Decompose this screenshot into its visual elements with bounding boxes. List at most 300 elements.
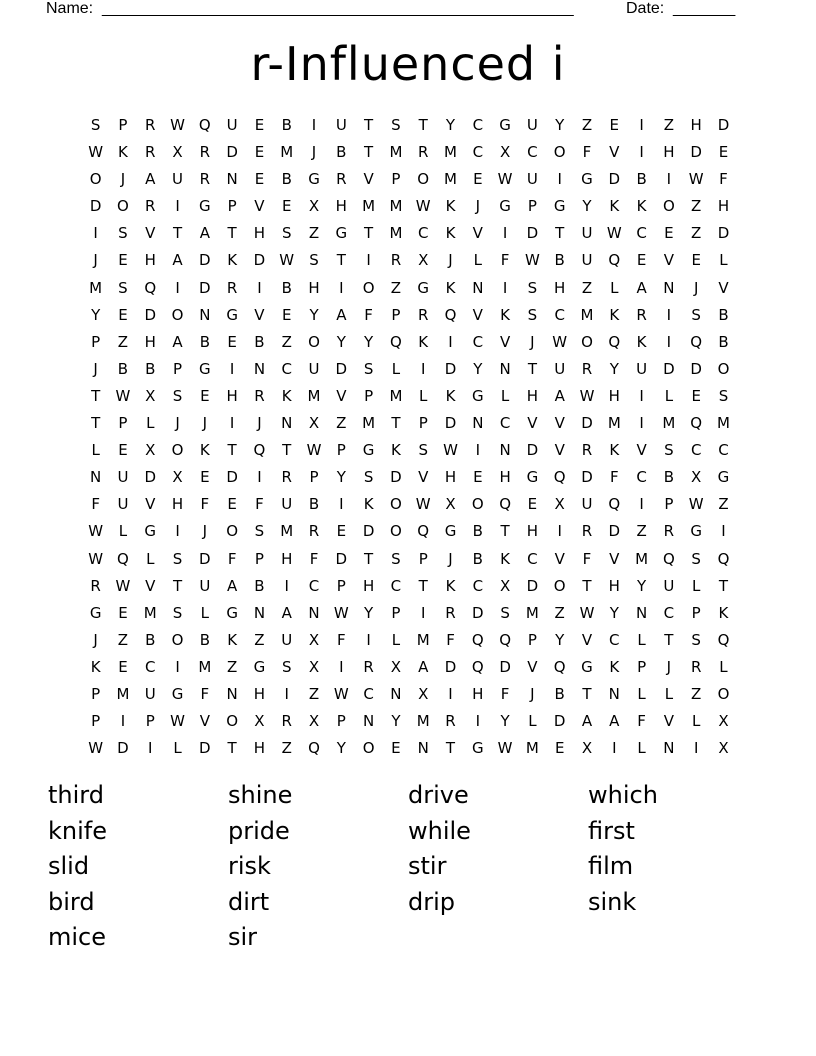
grid-letter[interactable]: I: [639, 143, 644, 162]
grid-letter[interactable]: R: [417, 305, 429, 324]
grid-letter[interactable]: N: [417, 739, 429, 758]
grid-letter[interactable]: I: [339, 657, 344, 676]
grid-letter[interactable]: P: [309, 468, 319, 487]
grid-letter[interactable]: S: [172, 549, 183, 568]
grid-letter[interactable]: L: [637, 739, 646, 758]
grid-letter[interactable]: Q: [499, 495, 511, 514]
grid-letter[interactable]: B: [145, 630, 156, 649]
grid-letter[interactable]: T: [227, 441, 237, 460]
grid-letter[interactable]: Q: [308, 739, 320, 758]
grid-letter[interactable]: E: [200, 468, 210, 487]
grid-letter[interactable]: H: [690, 116, 702, 134]
grid-letter[interactable]: C: [472, 576, 484, 595]
grid-letter[interactable]: S: [90, 116, 101, 134]
grid-letter[interactable]: S: [691, 305, 701, 324]
grid-letter[interactable]: Y: [555, 630, 565, 649]
grid-letter[interactable]: Y: [555, 116, 565, 134]
grid-letter[interactable]: A: [172, 332, 183, 351]
grid-letter[interactable]: N: [499, 359, 511, 378]
grid-letter[interactable]: W: [170, 712, 185, 731]
grid-letter[interactable]: K: [418, 332, 429, 351]
grid-letter[interactable]: X: [691, 468, 702, 487]
grid-letter[interactable]: B: [718, 305, 729, 324]
grid-letter[interactable]: M: [389, 224, 403, 243]
grid-letter[interactable]: M: [525, 739, 539, 758]
grid-letter[interactable]: L: [692, 576, 701, 595]
grid-letter[interactable]: Z: [691, 684, 702, 703]
grid-letter[interactable]: V: [527, 657, 538, 676]
grid-letter[interactable]: V: [581, 630, 593, 649]
grid-letter[interactable]: S: [363, 468, 374, 487]
grid-letter[interactable]: J: [257, 414, 262, 433]
grid-letter[interactable]: Q: [717, 630, 730, 649]
grid-letter[interactable]: R: [199, 143, 211, 162]
grid-letter[interactable]: P: [418, 414, 428, 433]
grid-letter[interactable]: V: [145, 495, 156, 514]
grid-letter[interactable]: T: [282, 441, 292, 460]
grid-letter[interactable]: J: [93, 630, 98, 649]
grid-letter[interactable]: M: [662, 414, 676, 433]
grid-letter[interactable]: F: [200, 495, 210, 514]
grid-letter[interactable]: U: [663, 576, 675, 595]
grid-letter[interactable]: Z: [581, 116, 593, 134]
grid-letter[interactable]: D: [717, 224, 730, 243]
grid-letter[interactable]: C: [690, 441, 702, 460]
grid-letter[interactable]: T: [718, 576, 729, 595]
grid-letter[interactable]: W: [306, 441, 322, 460]
grid-letter[interactable]: I: [120, 712, 126, 731]
grid-letter[interactable]: F: [255, 495, 264, 514]
grid-letter[interactable]: F: [200, 684, 210, 703]
grid-letter[interactable]: J: [175, 414, 180, 433]
grid-letter[interactable]: D: [199, 278, 211, 297]
grid-letter[interactable]: I: [229, 359, 235, 378]
grid-letter[interactable]: W: [88, 739, 104, 758]
grid-letter[interactable]: I: [311, 116, 317, 134]
grid-letter[interactable]: O: [390, 522, 402, 541]
grid-letter[interactable]: W: [115, 386, 131, 405]
grid-letter[interactable]: U: [117, 468, 129, 487]
grid-letter[interactable]: R: [390, 251, 402, 270]
grid-letter[interactable]: Z: [117, 332, 129, 351]
grid-letter[interactable]: X: [390, 657, 402, 676]
grid-letter[interactable]: Q: [608, 251, 621, 270]
grid-letter[interactable]: Y: [609, 359, 619, 378]
grid-letter[interactable]: N: [663, 739, 675, 758]
grid-letter[interactable]: R: [199, 170, 211, 189]
grid-letter[interactable]: I: [339, 495, 344, 514]
grid-letter[interactable]: T: [364, 143, 374, 162]
grid-letter[interactable]: Z: [554, 603, 565, 622]
grid-letter[interactable]: S: [691, 630, 701, 649]
grid-letter[interactable]: Q: [690, 332, 703, 351]
grid-letter[interactable]: B: [554, 684, 565, 703]
grid-letter[interactable]: P: [118, 414, 128, 433]
grid-letter[interactable]: Q: [444, 305, 457, 324]
grid-letter[interactable]: B: [281, 278, 292, 297]
grid-letter[interactable]: W: [497, 170, 513, 189]
grid-letter[interactable]: H: [253, 684, 266, 703]
grid-letter[interactable]: C: [554, 305, 565, 324]
grid-letter[interactable]: E: [664, 224, 674, 243]
grid-letter[interactable]: K: [718, 603, 729, 622]
grid-letter[interactable]: V: [609, 549, 620, 568]
grid-letter[interactable]: C: [417, 224, 429, 243]
grid-letter[interactable]: T: [172, 576, 183, 595]
grid-letter[interactable]: R: [581, 522, 593, 541]
grid-letter[interactable]: J: [448, 251, 453, 270]
grid-letter[interactable]: E: [254, 170, 265, 189]
grid-letter[interactable]: M: [389, 143, 403, 162]
grid-letter[interactable]: I: [612, 739, 617, 758]
grid-letter[interactable]: J: [120, 170, 126, 189]
grid-letter[interactable]: T: [364, 549, 374, 568]
grid-letter[interactable]: I: [475, 712, 481, 731]
grid-letter[interactable]: E: [227, 495, 237, 514]
grid-letter[interactable]: Z: [254, 630, 265, 649]
grid-letter[interactable]: Q: [417, 522, 430, 541]
grid-letter[interactable]: L: [391, 630, 401, 649]
grid-letter[interactable]: S: [363, 359, 374, 378]
grid-letter[interactable]: M: [389, 386, 403, 405]
grid-letter[interactable]: B: [472, 522, 483, 541]
grid-letter[interactable]: L: [719, 657, 728, 676]
grid-letter[interactable]: T: [364, 224, 374, 243]
grid-letter[interactable]: P: [227, 197, 237, 216]
grid-letter[interactable]: D: [390, 468, 402, 487]
grid-letter[interactable]: T: [172, 224, 183, 243]
grid-letter[interactable]: I: [557, 522, 562, 541]
grid-letter[interactable]: E: [281, 197, 292, 216]
grid-letter[interactable]: E: [473, 170, 483, 189]
grid-letter[interactable]: L: [146, 549, 155, 568]
grid-letter[interactable]: S: [281, 224, 292, 243]
grid-letter[interactable]: K: [227, 251, 238, 270]
grid-letter[interactable]: X: [718, 712, 729, 731]
grid-letter[interactable]: H: [171, 495, 184, 514]
grid-letter[interactable]: V: [254, 305, 265, 324]
grid-letter[interactable]: V: [554, 549, 565, 568]
grid-letter[interactable]: K: [609, 657, 620, 676]
grid-letter[interactable]: V: [554, 441, 565, 460]
grid-letter[interactable]: V: [554, 414, 565, 433]
grid-letter[interactable]: N: [226, 684, 238, 703]
grid-letter[interactable]: F: [582, 549, 592, 568]
grid-letter[interactable]: D: [117, 739, 129, 758]
grid-letter[interactable]: L: [173, 739, 182, 758]
grid-letter[interactable]: W: [688, 170, 704, 189]
grid-letter[interactable]: O: [390, 495, 402, 514]
grid-letter[interactable]: T: [418, 576, 428, 595]
grid-letter[interactable]: E: [281, 305, 292, 324]
grid-letter[interactable]: M: [525, 603, 539, 622]
grid-letter[interactable]: B: [254, 576, 265, 595]
grid-letter[interactable]: U: [144, 684, 156, 703]
grid-letter[interactable]: Q: [662, 549, 675, 568]
grid-letter[interactable]: T: [227, 224, 237, 243]
grid-letter[interactable]: R: [663, 522, 675, 541]
grid-letter[interactable]: L: [692, 712, 701, 731]
grid-letter[interactable]: R: [445, 603, 456, 622]
grid-letter[interactable]: R: [417, 143, 429, 162]
grid-letter[interactable]: L: [473, 251, 482, 270]
grid-letter[interactable]: Z: [390, 278, 402, 297]
grid-letter[interactable]: Q: [608, 495, 621, 514]
grid-letter[interactable]: T: [391, 414, 401, 433]
grid-letter[interactable]: G: [308, 170, 320, 189]
grid-letter[interactable]: P: [637, 657, 647, 676]
grid-letter[interactable]: G: [581, 170, 593, 189]
grid-letter[interactable]: N: [226, 170, 238, 189]
grid-letter[interactable]: Y: [336, 739, 346, 758]
grid-letter[interactable]: O: [362, 278, 375, 297]
grid-letter[interactable]: C: [718, 441, 729, 460]
grid-letter[interactable]: I: [420, 603, 426, 622]
grid-letter[interactable]: Z: [581, 278, 593, 297]
grid-letter[interactable]: F: [582, 143, 592, 162]
grid-letter[interactable]: Y: [445, 116, 456, 134]
grid-letter[interactable]: L: [637, 630, 646, 649]
grid-letter[interactable]: O: [226, 522, 239, 541]
grid-letter[interactable]: C: [308, 576, 320, 595]
grid-letter[interactable]: J: [311, 143, 317, 162]
grid-letter[interactable]: M: [198, 657, 212, 676]
grid-letter[interactable]: I: [257, 278, 262, 297]
grid-letter[interactable]: P: [391, 170, 401, 189]
grid-letter[interactable]: H: [253, 739, 266, 758]
grid-letter[interactable]: G: [717, 468, 730, 487]
grid-letter[interactable]: N: [499, 441, 511, 460]
grid-letter[interactable]: X: [445, 495, 456, 514]
grid-letter[interactable]: H: [226, 386, 238, 405]
grid-letter[interactable]: D: [526, 576, 539, 595]
grid-letter[interactable]: J: [666, 657, 672, 676]
grid-letter[interactable]: B: [281, 116, 292, 134]
grid-letter[interactable]: E: [691, 251, 701, 270]
grid-letter[interactable]: D: [608, 170, 621, 189]
grid-letter[interactable]: D: [581, 468, 593, 487]
grid-letter[interactable]: X: [308, 197, 320, 216]
grid-letter[interactable]: Q: [499, 630, 511, 649]
grid-letter[interactable]: U: [172, 170, 184, 189]
grid-letter[interactable]: R: [90, 576, 101, 595]
grid-letter[interactable]: Q: [253, 441, 266, 460]
grid-letter[interactable]: K: [636, 197, 647, 216]
grid-letter[interactable]: U: [308, 359, 320, 378]
grid-letter[interactable]: S: [418, 441, 428, 460]
grid-letter[interactable]: P: [118, 116, 128, 134]
grid-letter[interactable]: E: [391, 739, 401, 758]
grid-letter[interactable]: K: [390, 441, 401, 460]
grid-letter[interactable]: B: [117, 359, 129, 378]
grid-letter[interactable]: F: [227, 549, 237, 568]
grid-letter[interactable]: V: [472, 224, 483, 243]
grid-letter[interactable]: I: [693, 739, 699, 758]
grid-letter[interactable]: M: [389, 197, 403, 216]
grid-letter[interactable]: I: [175, 197, 180, 216]
grid-letter[interactable]: F: [637, 712, 646, 731]
grid-letter[interactable]: S: [391, 116, 401, 134]
grid-letter[interactable]: W: [579, 603, 595, 622]
grid-letter[interactable]: W: [579, 386, 595, 405]
grid-letter[interactable]: J: [475, 197, 481, 216]
grid-letter[interactable]: L: [637, 684, 646, 703]
grid-letter[interactable]: I: [257, 468, 262, 487]
grid-letter[interactable]: I: [229, 414, 235, 433]
grid-letter[interactable]: I: [502, 224, 508, 243]
grid-letter[interactable]: C: [527, 143, 538, 162]
grid-letter[interactable]: O: [171, 305, 184, 324]
grid-letter[interactable]: X: [145, 441, 156, 460]
grid-letter[interactable]: R: [145, 116, 156, 134]
grid-letter[interactable]: D: [226, 468, 238, 487]
grid-letter[interactable]: M: [280, 143, 294, 162]
grid-letter[interactable]: B: [281, 170, 292, 189]
grid-letter[interactable]: W: [552, 332, 568, 351]
grid-letter[interactable]: X: [581, 739, 593, 758]
grid-letter[interactable]: F: [91, 495, 100, 514]
grid-letter[interactable]: T: [664, 630, 674, 649]
grid-letter[interactable]: L: [419, 386, 428, 405]
grid-letter[interactable]: T: [445, 739, 456, 758]
grid-letter[interactable]: G: [417, 278, 430, 297]
grid-letter[interactable]: P: [364, 386, 374, 405]
grid-letter[interactable]: A: [172, 251, 183, 270]
grid-letter[interactable]: P: [527, 630, 537, 649]
grid-letter[interactable]: W: [415, 495, 431, 514]
grid-letter[interactable]: H: [608, 576, 620, 595]
grid-letter[interactable]: G: [553, 197, 566, 216]
grid-letter[interactable]: Q: [471, 630, 484, 649]
grid-letter[interactable]: X: [499, 576, 511, 595]
grid-letter[interactable]: E: [200, 386, 210, 405]
grid-letter[interactable]: S: [391, 549, 401, 568]
grid-letter[interactable]: S: [527, 305, 538, 324]
grid-letter[interactable]: E: [118, 305, 128, 324]
grid-letter[interactable]: O: [662, 197, 675, 216]
grid-letter[interactable]: E: [554, 739, 565, 758]
grid-letter[interactable]: F: [446, 630, 455, 649]
grid-letter[interactable]: R: [281, 468, 292, 487]
grid-letter[interactable]: N: [472, 414, 484, 433]
grid-letter[interactable]: R: [581, 359, 593, 378]
grid-letter[interactable]: S: [172, 603, 183, 622]
grid-letter[interactable]: P: [336, 576, 346, 595]
grid-letter[interactable]: I: [93, 224, 98, 243]
grid-letter[interactable]: Z: [308, 224, 320, 243]
grid-letter[interactable]: C: [472, 332, 484, 351]
grid-letter[interactable]: H: [335, 197, 347, 216]
grid-letter[interactable]: U: [581, 251, 593, 270]
grid-letter[interactable]: G: [199, 197, 211, 216]
grid-letter[interactable]: G: [144, 522, 157, 541]
grid-letter[interactable]: P: [527, 197, 537, 216]
grid-letter[interactable]: D: [717, 116, 730, 134]
grid-letter[interactable]: G: [335, 224, 348, 243]
grid-letter[interactable]: J: [202, 522, 208, 541]
grid-letter[interactable]: A: [581, 712, 593, 731]
grid-letter[interactable]: Q: [553, 657, 566, 676]
grid-letter[interactable]: N: [472, 278, 484, 297]
grid-letter[interactable]: X: [308, 712, 320, 731]
grid-letter[interactable]: R: [254, 386, 265, 405]
grid-letter[interactable]: T: [364, 116, 374, 134]
grid-letter[interactable]: U: [526, 116, 538, 134]
grid-letter[interactable]: G: [444, 522, 457, 541]
grid-letter[interactable]: F: [719, 170, 728, 189]
grid-letter[interactable]: N: [308, 603, 320, 622]
grid-letter[interactable]: H: [144, 332, 156, 351]
grid-letter[interactable]: D: [472, 603, 484, 622]
grid-letter[interactable]: O: [308, 332, 320, 351]
grid-letter[interactable]: L: [664, 684, 674, 703]
grid-letter[interactable]: C: [636, 224, 647, 243]
grid-letter[interactable]: U: [117, 495, 129, 514]
grid-letter[interactable]: K: [445, 386, 456, 405]
grid-letter[interactable]: G: [199, 359, 211, 378]
grid-letter[interactable]: N: [635, 603, 648, 622]
grid-letter[interactable]: Z: [226, 657, 238, 676]
grid-letter[interactable]: K: [500, 549, 511, 568]
grid-letter[interactable]: U: [226, 116, 238, 134]
grid-letter[interactable]: I: [448, 684, 453, 703]
grid-letter[interactable]: B: [308, 495, 320, 514]
grid-letter[interactable]: D: [608, 522, 621, 541]
grid-letter[interactable]: G: [471, 739, 484, 758]
grid-letter[interactable]: V: [363, 170, 374, 189]
grid-letter[interactable]: D: [335, 359, 348, 378]
grid-letter[interactable]: C: [499, 414, 511, 433]
grid-letter[interactable]: R: [145, 143, 156, 162]
grid-letter[interactable]: L: [146, 414, 155, 433]
grid-letter[interactable]: T: [527, 359, 537, 378]
grid-letter[interactable]: J: [693, 278, 699, 297]
grid-letter[interactable]: K: [636, 332, 647, 351]
grid-letter[interactable]: B: [199, 630, 210, 649]
grid-letter[interactable]: S: [500, 603, 510, 622]
grid-letter[interactable]: U: [199, 576, 211, 595]
grid-letter[interactable]: X: [499, 143, 511, 162]
grid-letter[interactable]: K: [90, 657, 101, 676]
grid-letter[interactable]: L: [719, 251, 728, 270]
grid-letter[interactable]: K: [445, 576, 456, 595]
grid-letter[interactable]: E: [254, 143, 265, 162]
grid-letter[interactable]: J: [93, 251, 98, 270]
grid-letter[interactable]: D: [199, 549, 211, 568]
grid-letter[interactable]: O: [89, 170, 102, 189]
grid-letter[interactable]: D: [499, 657, 511, 676]
grid-letter[interactable]: B: [254, 332, 265, 351]
grid-letter[interactable]: O: [553, 143, 566, 162]
grid-letter[interactable]: H: [717, 197, 730, 216]
grid-letter[interactable]: R: [226, 278, 238, 297]
grid-letter[interactable]: B: [554, 251, 565, 270]
grid-letter[interactable]: J: [448, 549, 453, 568]
grid-letter[interactable]: D: [663, 359, 675, 378]
grid-letter[interactable]: H: [499, 468, 511, 487]
grid-letter[interactable]: E: [609, 116, 620, 134]
grid-letter[interactable]: K: [118, 143, 128, 162]
grid-letter[interactable]: E: [118, 657, 128, 676]
grid-letter[interactable]: P: [254, 549, 264, 568]
grid-letter[interactable]: X: [308, 630, 320, 649]
grid-letter[interactable]: S: [527, 278, 538, 297]
grid-letter[interactable]: Q: [471, 657, 484, 676]
grid-letter[interactable]: U: [554, 359, 566, 378]
grid-letter[interactable]: J: [93, 359, 98, 378]
grid-letter[interactable]: R: [336, 170, 347, 189]
grid-letter[interactable]: G: [253, 657, 266, 676]
